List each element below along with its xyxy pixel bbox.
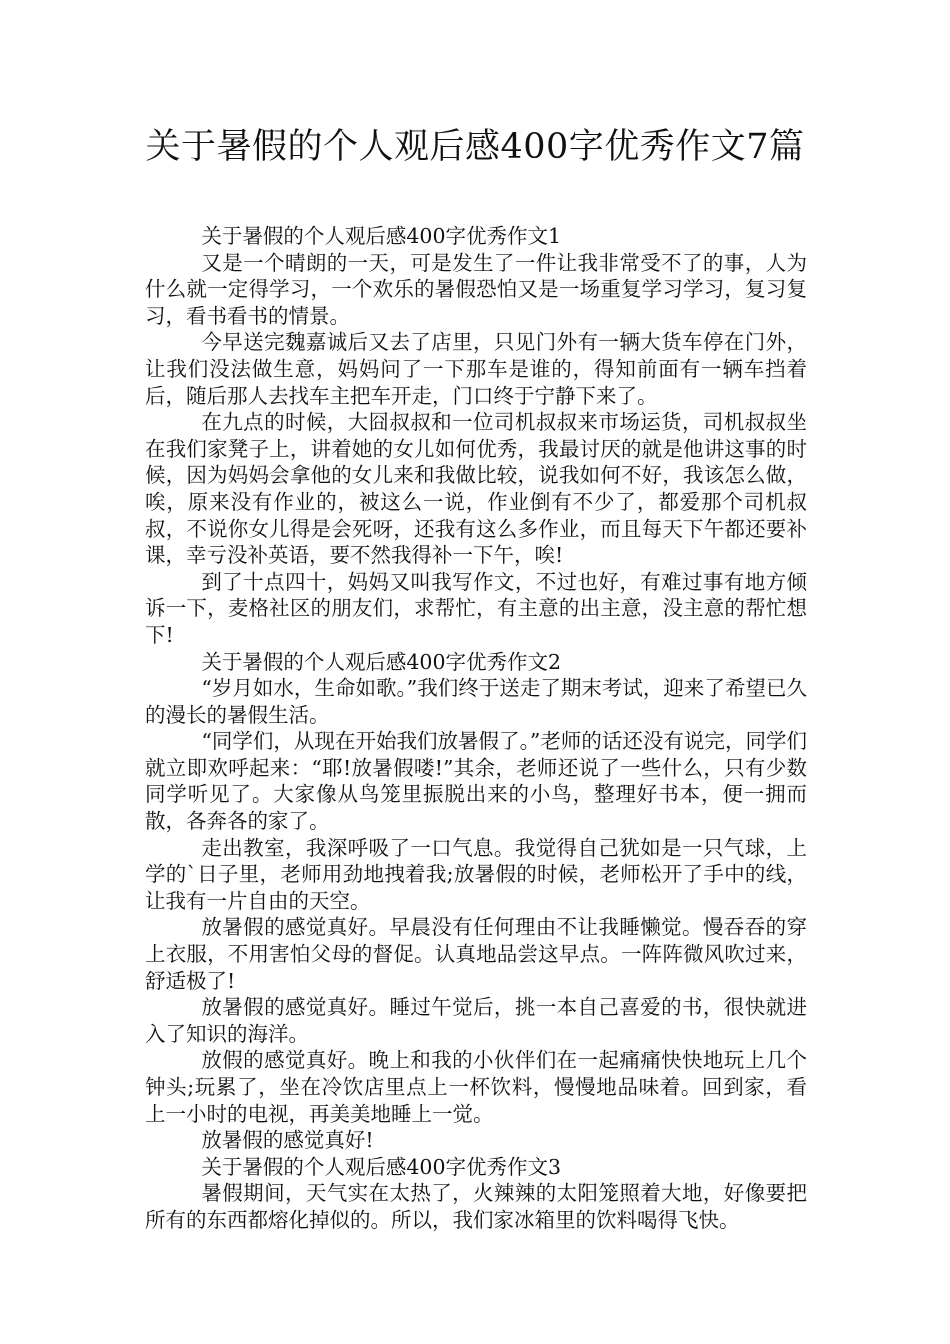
section-heading-2: 关于暑假的个人观后感400字优秀作文2 [201,649,562,674]
section-heading-1: 关于暑假的个人观后感400字优秀作文1 [201,224,562,248]
paragraph: 到了十点四十，妈妈又叫我写作文，不过也好，有难过事有地方倾诉一下，麦格社区的朋友们，求帮忙，有主意的出主意，没主意的帮忙想下! [145,569,807,647]
paragraph: 走出教室，我深呼吸了一口气息。我觉得自己犹如是一只气球，上学的`日子里，老师用劲地拽着我;放暑假的时候，老师松开了手中的线，让我有一片自由的天空。 [145,835,807,913]
paragraph: 又是一个晴朗的一天，可是发生了一件让我非常受不了的事，人为什么就一定得学习，一个欢乐的暑假恐怕又是一场重复学习学习，复习复习，看书看书的情景。 [145,250,807,328]
paragraph: 放暑假的感觉真好! [201,1128,374,1153]
document-title: 关于暑假的个人观后感400字优秀作文7篇 [145,127,805,167]
paragraph: 放假的感觉真好。晚上和我的小伙伴们在一起痛痛快快地玩上几个钟头;玩累了，坐在冷饮店里点上一杯饮料，慢慢地品味着。回到家，看上一小时的电视，再美美地睡上一觉。 [145,1048,807,1126]
paragraph: 放暑假的感觉真好。早晨没有任何理由不让我睡懒觉。慢吞吞的穿上衣服，不用害怕父母的督促。认真地品尝这早点。一阵阵微风吹过来，舒适极了! [145,915,807,993]
paragraph: 放暑假的感觉真好。睡过午觉后，挑一本自己喜爱的书，很快就进入了知识的海洋。 [145,995,807,1046]
paragraph: 在九点的时候，大囧叔叔和一位司机叔叔来市场运货，司机叔叔坐在我们家凳子上，讲着她的女儿如何优秀，我最讨厌的就是他讲这事的时候，因为妈妈会拿他的女儿来和我做比较，说我如何不好，我该怎么做，唉，原来没有作业的，被这么一说，作业倒有不少了，都爱那个司机叔叔，不说你女儿得是会死呀，还我有这么多作业，而且每天下午都还要补课，幸亏没补英语，要不然我得补一下午，唉! [145,410,807,568]
paragraph: “同学们，从现在开始我们放暑假了。”老师的话还没有说完，同学们就立即欢呼起来：“耶!放暑假喽!”其余，老师还说了一些什么，只有少数同学听见了。大家像从鸟笼里振脱出来的小鸟，整理好书本，便一拥而散，各奔各的家了。 [145,729,807,834]
paragraph: 今早送完魏嘉诚后又去了店里，只见门外有一辆大货车停在门外，让我们没法做生意，妈妈问了一下那车是谁的，得知前面有一辆车挡着后，随后那人去找车主把车开走，门口终于宁静下来了。 [145,330,807,408]
paragraph: 暑假期间，天气实在太热了，火辣辣的太阳笼照着大地，好像要把所有的东西都熔化掉似的。所以，我们家冰箱里的饮料喝得飞快。 [145,1181,807,1232]
paragraph: “岁月如水，生命如歌。”我们终于送走了期末考试，迎来了希望已久的漫长的暑假生活。 [145,676,807,727]
document-body [145,223,807,1234]
section-heading-3: 关于暑假的个人观后感400字优秀作文3 [201,1154,562,1179]
